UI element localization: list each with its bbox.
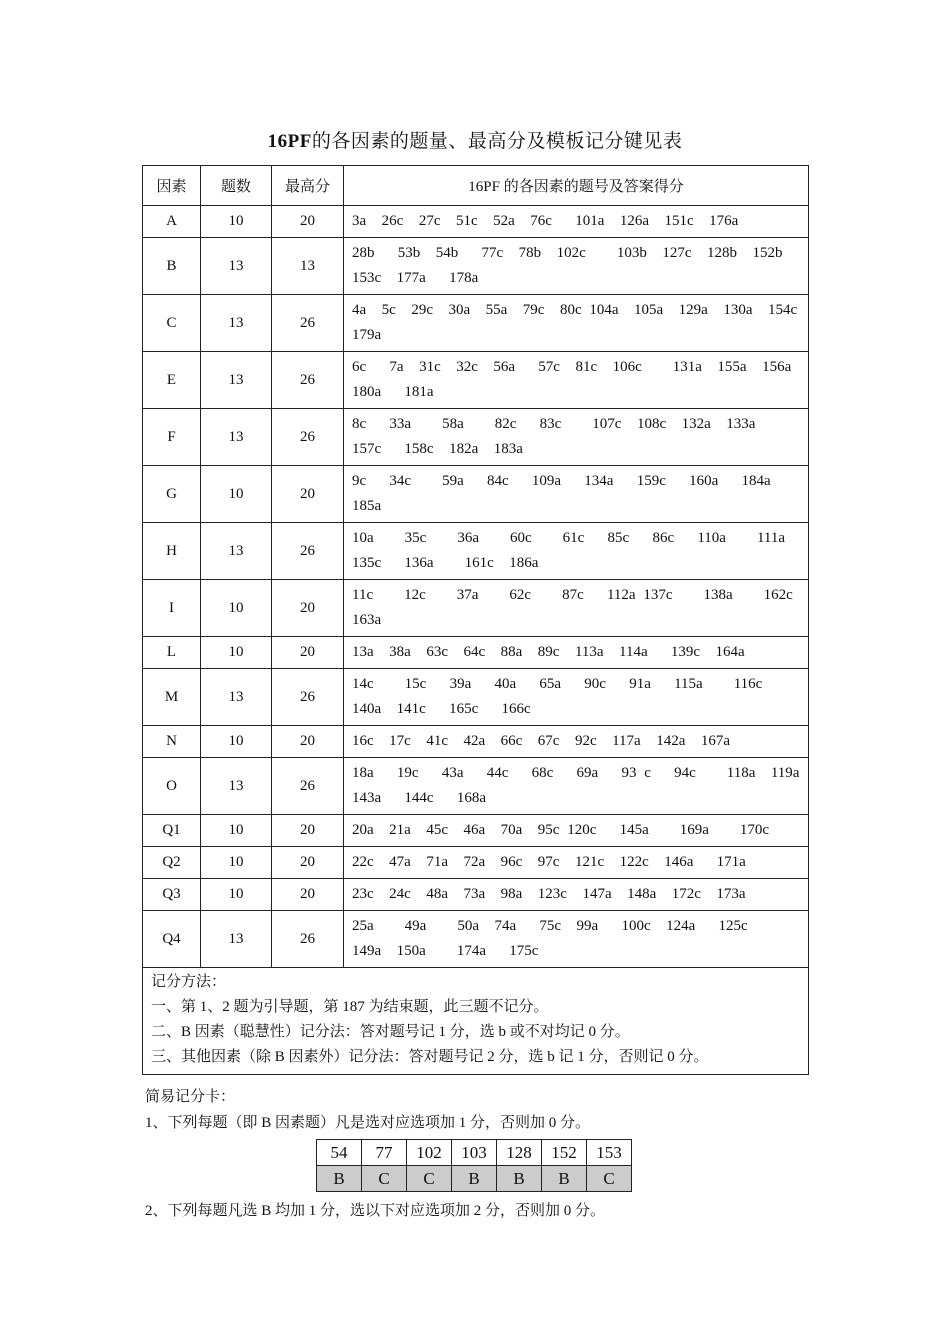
table-row bbox=[143, 847, 809, 879]
note-line: 一、第 1、2 题为引导题，第 187 为结束题，此三题不记分。 bbox=[151, 999, 549, 1015]
max-cell: 20 bbox=[272, 580, 344, 637]
factor-cell: E bbox=[143, 352, 201, 409]
items-cell: 22c 47a 71a 72a 96c 97c 121c 122c 146a 171a bbox=[344, 847, 809, 879]
table-body bbox=[143, 206, 821, 968]
items-cell: 23c 24c 48a 73a 98a 123c 147a 148a 172c 173a bbox=[344, 879, 809, 911]
factor-cell: N bbox=[143, 726, 201, 758]
factor-table bbox=[142, 165, 821, 1075]
card-number-cell: 54 bbox=[317, 1140, 362, 1166]
items-cell: 10a 35c 36a 60c 61c 85c 86c 110a 111a 135c 136a 161c 186a bbox=[344, 523, 809, 580]
max-cell: 26 bbox=[272, 523, 344, 580]
card-answer-cell: C bbox=[407, 1166, 452, 1192]
card-answer-cell: B bbox=[452, 1166, 497, 1192]
scoring-notes bbox=[143, 968, 809, 1075]
table-row bbox=[143, 758, 809, 815]
table-row bbox=[143, 295, 809, 352]
max-cell: 20 bbox=[272, 879, 344, 911]
count-cell: 13 bbox=[201, 669, 272, 726]
max-cell: 20 bbox=[272, 206, 344, 238]
card-answer-cell: B bbox=[542, 1166, 587, 1192]
simple-card-line2: 2、下列每题凡选 B 均加 1 分，选以下对应选项加 2 分，否则加 0 分。 bbox=[145, 1203, 606, 1219]
header-factor: 因素 bbox=[143, 166, 201, 206]
simple-card-line1: 1、下列每题（即 B 因素题）凡是选对应选项加 1 分，否则加 0 分。 bbox=[145, 1115, 591, 1131]
card-number-cell: 77 bbox=[362, 1140, 407, 1166]
count-cell: 10 bbox=[201, 726, 272, 758]
max-cell: 20 bbox=[272, 466, 344, 523]
table-row bbox=[143, 879, 809, 911]
table-row bbox=[143, 580, 809, 637]
max-cell: 20 bbox=[272, 847, 344, 879]
count-cell: 13 bbox=[201, 911, 272, 968]
count-cell: 13 bbox=[201, 523, 272, 580]
factor-cell: Q4 bbox=[143, 911, 201, 968]
items-cell: 3a 26c 27c 51c 52a 76c 101a 126a 151c 176a bbox=[344, 206, 809, 238]
items-cell: 28b 53b 54b 77c 78b 102c 103b 127c 128b 152b 153c 177a 178a bbox=[344, 238, 809, 295]
items-cell: 11c 12c 37a 62c 87c 112a 137c 138a 162c 163a bbox=[344, 580, 809, 637]
card-answer-cell: B bbox=[317, 1166, 362, 1192]
max-cell: 26 bbox=[272, 352, 344, 409]
max-cell: 20 bbox=[272, 726, 344, 758]
count-cell: 13 bbox=[201, 758, 272, 815]
table-row bbox=[143, 726, 809, 758]
items-cell: 16c 17c 41c 42a 66c 67c 92c 117a 142a 167a bbox=[344, 726, 809, 758]
card-answer-cell: C bbox=[587, 1166, 632, 1192]
notes-row bbox=[143, 968, 809, 1075]
items-cell: 4a 5c 29c 30a 55a 79c 80c 104a 105a 129a 130a 154c 179a bbox=[344, 295, 809, 352]
max-cell: 20 bbox=[272, 637, 344, 669]
items-cell: 18a 19c 43a 44c 68c 69a 93 c 94c 118a 119a 143a 144c 168a bbox=[344, 758, 809, 815]
simple-card-heading: 简易记分卡： bbox=[145, 1089, 236, 1105]
header-row bbox=[143, 166, 809, 206]
page-title bbox=[0, 126, 950, 153]
table-row bbox=[143, 669, 809, 726]
count-cell: 13 bbox=[201, 238, 272, 295]
header-count: 题数 bbox=[201, 166, 272, 206]
note-line: 三、其他因素（除 B 因素外）记分法：答对题号记 2 分，选 b 记 1 分，否则记 0 分。 bbox=[151, 1049, 709, 1065]
count-cell: 10 bbox=[201, 847, 272, 879]
factor-cell: O bbox=[143, 758, 201, 815]
max-cell: 26 bbox=[272, 911, 344, 968]
card-number-cell: 153 bbox=[587, 1140, 632, 1166]
factor-cell: H bbox=[143, 523, 201, 580]
items-cell: 25a 49a 50a 74a 75c 99a 100c 124a 125c 149a 150a 174a 175c bbox=[344, 911, 809, 968]
items-cell: 9c 34c 59a 84c 109a 134a 159c 160a 184a 185a bbox=[344, 466, 809, 523]
items-cell: 13a 38a 63c 64c 88a 89c 113a 114a 139c 164a bbox=[344, 637, 809, 669]
count-cell: 13 bbox=[201, 409, 272, 466]
factor-cell: L bbox=[143, 637, 201, 669]
card-answer-row bbox=[317, 1166, 632, 1192]
factor-cell: F bbox=[143, 409, 201, 466]
count-cell: 10 bbox=[201, 637, 272, 669]
max-cell: 20 bbox=[272, 815, 344, 847]
note-line: 记分方法： bbox=[151, 974, 227, 990]
count-cell: 10 bbox=[201, 466, 272, 523]
table-row bbox=[143, 206, 809, 238]
card-number-cell: 128 bbox=[497, 1140, 542, 1166]
factor-cell: Q3 bbox=[143, 879, 201, 911]
max-cell: 13 bbox=[272, 238, 344, 295]
card-answer-cell: C bbox=[362, 1166, 407, 1192]
b-factor-card bbox=[316, 1139, 632, 1192]
card-number-cell: 152 bbox=[542, 1140, 587, 1166]
factor-cell: B bbox=[143, 238, 201, 295]
items-cell: 14c 15c 39a 40a 65a 90c 91a 115a 116c 140a 141c 165c 166c bbox=[344, 669, 809, 726]
count-cell: 13 bbox=[201, 352, 272, 409]
card-number-cell: 103 bbox=[452, 1140, 497, 1166]
table-row bbox=[143, 352, 809, 409]
items-cell: 8c 33a 58a 82c 83c 107c 108c 132a 133a 157c 158c 182a 183a bbox=[344, 409, 809, 466]
factor-cell: Q2 bbox=[143, 847, 201, 879]
max-cell: 26 bbox=[272, 758, 344, 815]
table-row bbox=[143, 637, 809, 669]
factor-cell: Q1 bbox=[143, 815, 201, 847]
card-number-row bbox=[317, 1140, 632, 1166]
factor-cell: M bbox=[143, 669, 201, 726]
table-row bbox=[143, 523, 809, 580]
max-cell: 26 bbox=[272, 295, 344, 352]
table-row bbox=[143, 815, 809, 847]
factor-cell: C bbox=[143, 295, 201, 352]
title-rest: 的各因素的题量、最高分及模板记分键见表 bbox=[311, 131, 683, 152]
card-number-cell: 102 bbox=[407, 1140, 452, 1166]
max-cell: 26 bbox=[272, 669, 344, 726]
count-cell: 10 bbox=[201, 815, 272, 847]
count-cell: 13 bbox=[201, 295, 272, 352]
factor-cell: G bbox=[143, 466, 201, 523]
table-row bbox=[143, 409, 809, 466]
table-row bbox=[143, 911, 809, 968]
items-cell: 20a 21a 45c 46a 70a 95c 120c 145a 169a 170c bbox=[344, 815, 809, 847]
card-answer-cell: B bbox=[497, 1166, 542, 1192]
header-max: 最高分 bbox=[272, 166, 344, 206]
header-items: 16PF 的各因素的题号及答案得分 bbox=[344, 166, 809, 206]
factor-cell: A bbox=[143, 206, 201, 238]
table-row bbox=[143, 238, 809, 295]
max-cell: 26 bbox=[272, 409, 344, 466]
note-line: 二、B 因素（聪慧性）记分法：答对题号记 1 分，选 b 或不对均记 0 分。 bbox=[151, 1024, 630, 1040]
count-cell: 10 bbox=[201, 879, 272, 911]
count-cell: 10 bbox=[201, 206, 272, 238]
table-row bbox=[143, 466, 809, 523]
count-cell: 10 bbox=[201, 580, 272, 637]
items-cell: 6c 7a 31c 32c 56a 57c 81c 106c 131a 155a 156a 180a 181a bbox=[344, 352, 809, 409]
factor-cell: I bbox=[143, 580, 201, 637]
title-bold: 16PF bbox=[267, 131, 312, 152]
